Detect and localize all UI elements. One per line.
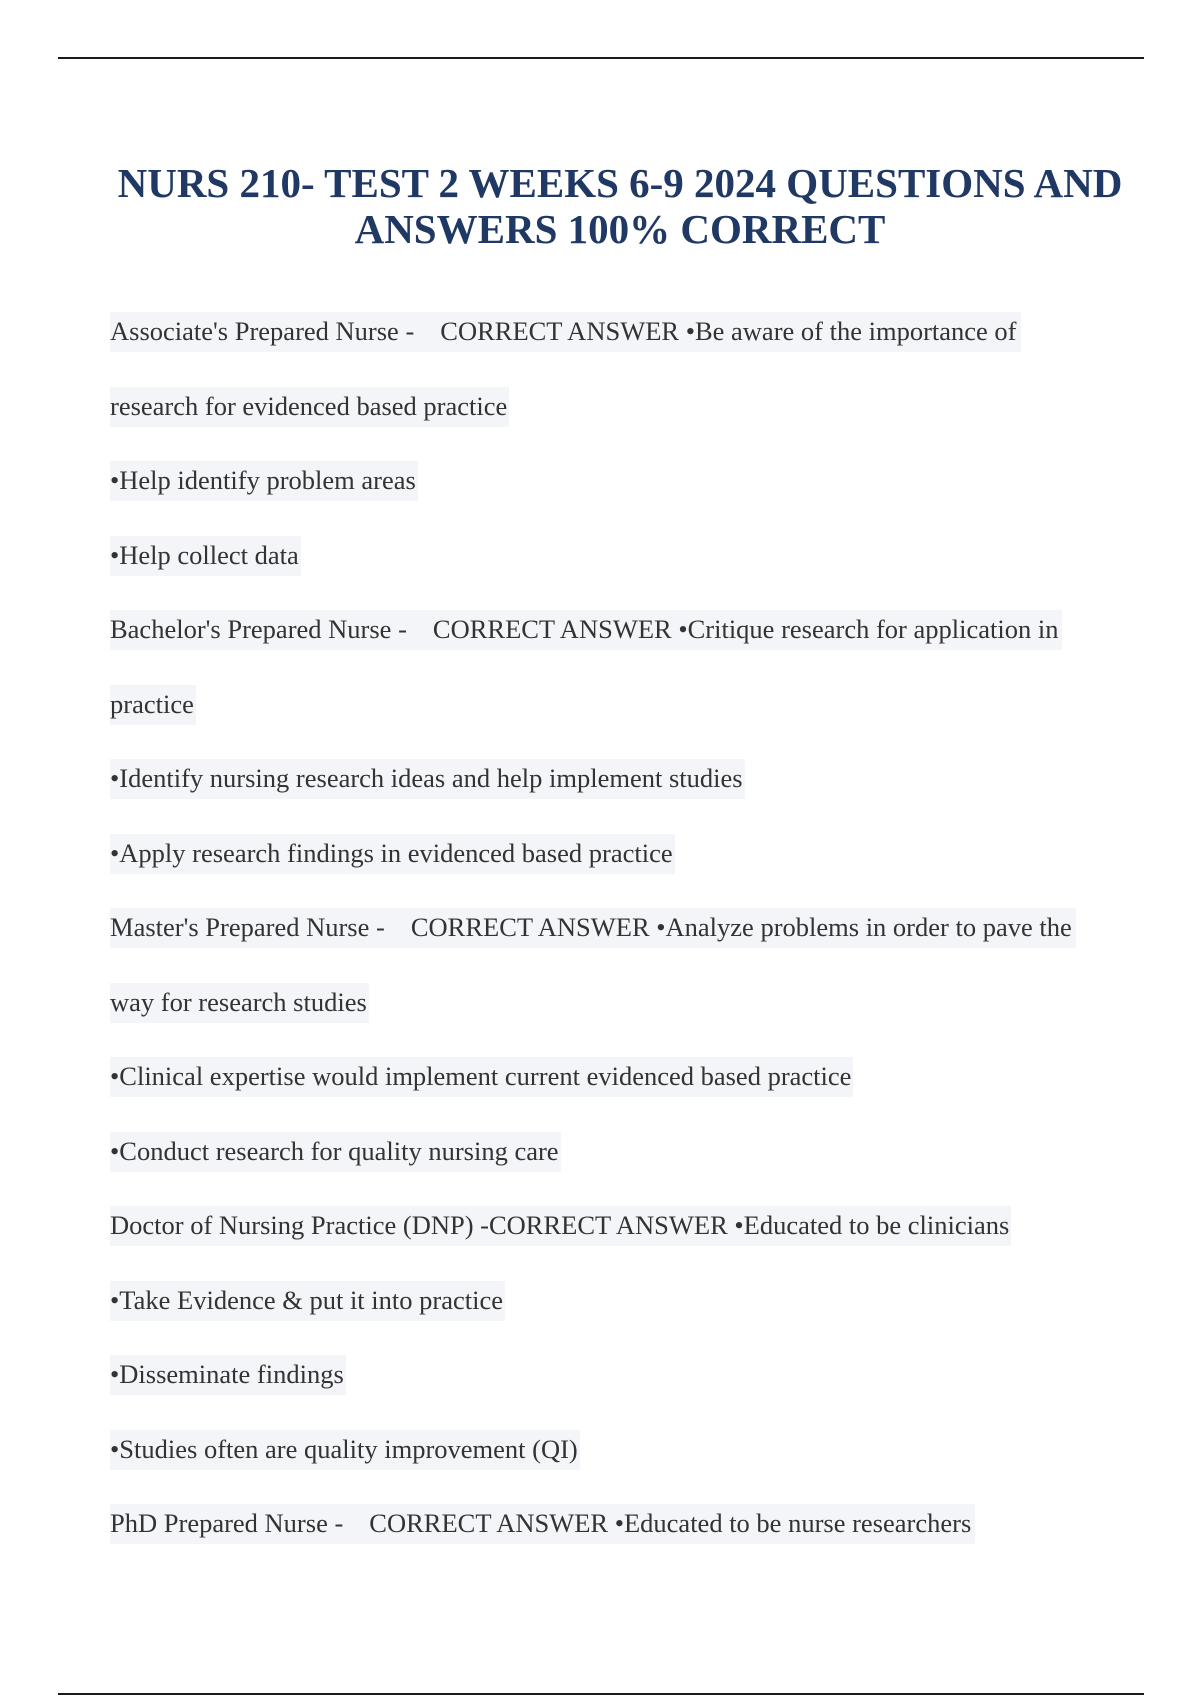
qa-text: •Disseminate findings <box>110 1355 346 1395</box>
qa-line <box>110 530 1170 605</box>
qa-answer: CORRECT ANSWER •Analyze problems in order to pave the <box>411 908 1074 948</box>
qa-text: •Take Evidence & put it into practice <box>110 1281 505 1321</box>
title-line-1: NURS 210- TEST 2 WEEKS 6-9 2024 QUESTIONS AND <box>117 160 1123 206</box>
qa-answer: CORRECT ANSWER •Be aware of the importance of <box>440 312 1018 352</box>
qa-line <box>110 1349 1170 1424</box>
qa-text: •Identify nursing research ideas and help implement studies <box>110 759 745 799</box>
qa-line <box>110 1051 1170 1126</box>
qa-answer: CORRECT ANSWER •Educated to be nurse researchers <box>369 1504 973 1544</box>
qa-text: Doctor of Nursing Practice (DNP) -CORRECT ANSWER •Educated to be clinicians <box>110 1206 1011 1246</box>
qa-line <box>110 828 1170 903</box>
qa-term: Associate's Prepared Nurse - <box>110 312 416 352</box>
qa-text: •Conduct research for quality nursing care <box>110 1132 561 1172</box>
document-title <box>60 160 1180 252</box>
qa-text: •Apply research findings in evidenced based practice <box>110 834 675 874</box>
qa-line <box>110 1200 1170 1275</box>
qa-line <box>110 1126 1170 1201</box>
qa-term: PhD Prepared Nurse - <box>110 1504 345 1544</box>
qa-line <box>110 1498 1170 1573</box>
qa-answer: CORRECT ANSWER •Critique research for application in <box>433 610 1061 650</box>
header-rule <box>58 57 1144 59</box>
qa-term: Master's Prepared Nurse - <box>110 908 387 948</box>
qa-line <box>110 306 1170 381</box>
qa-line <box>110 1424 1170 1499</box>
qa-line <box>110 977 1170 1052</box>
qa-line <box>110 381 1170 456</box>
qa-line <box>110 1275 1170 1350</box>
qa-text: •Help collect data <box>110 536 301 576</box>
qa-text: practice <box>110 685 196 725</box>
qa-text: research for evidenced based practice <box>110 387 509 427</box>
qa-line <box>110 455 1170 530</box>
qa-text: •Studies often are quality improvement (QI) <box>110 1430 580 1470</box>
title-line-2: ANSWERS 100% CORRECT <box>354 206 886 252</box>
qa-content <box>110 306 1170 1573</box>
qa-text: •Help identify problem areas <box>110 461 418 501</box>
qa-line <box>110 679 1170 754</box>
footer-rule <box>58 1693 1144 1695</box>
qa-line <box>110 902 1170 977</box>
qa-line <box>110 604 1170 679</box>
qa-text: •Clinical expertise would implement current evidenced based practice <box>110 1057 853 1097</box>
qa-line <box>110 753 1170 828</box>
qa-term: Bachelor's Prepared Nurse - <box>110 610 409 650</box>
qa-text: way for research studies <box>110 983 369 1023</box>
